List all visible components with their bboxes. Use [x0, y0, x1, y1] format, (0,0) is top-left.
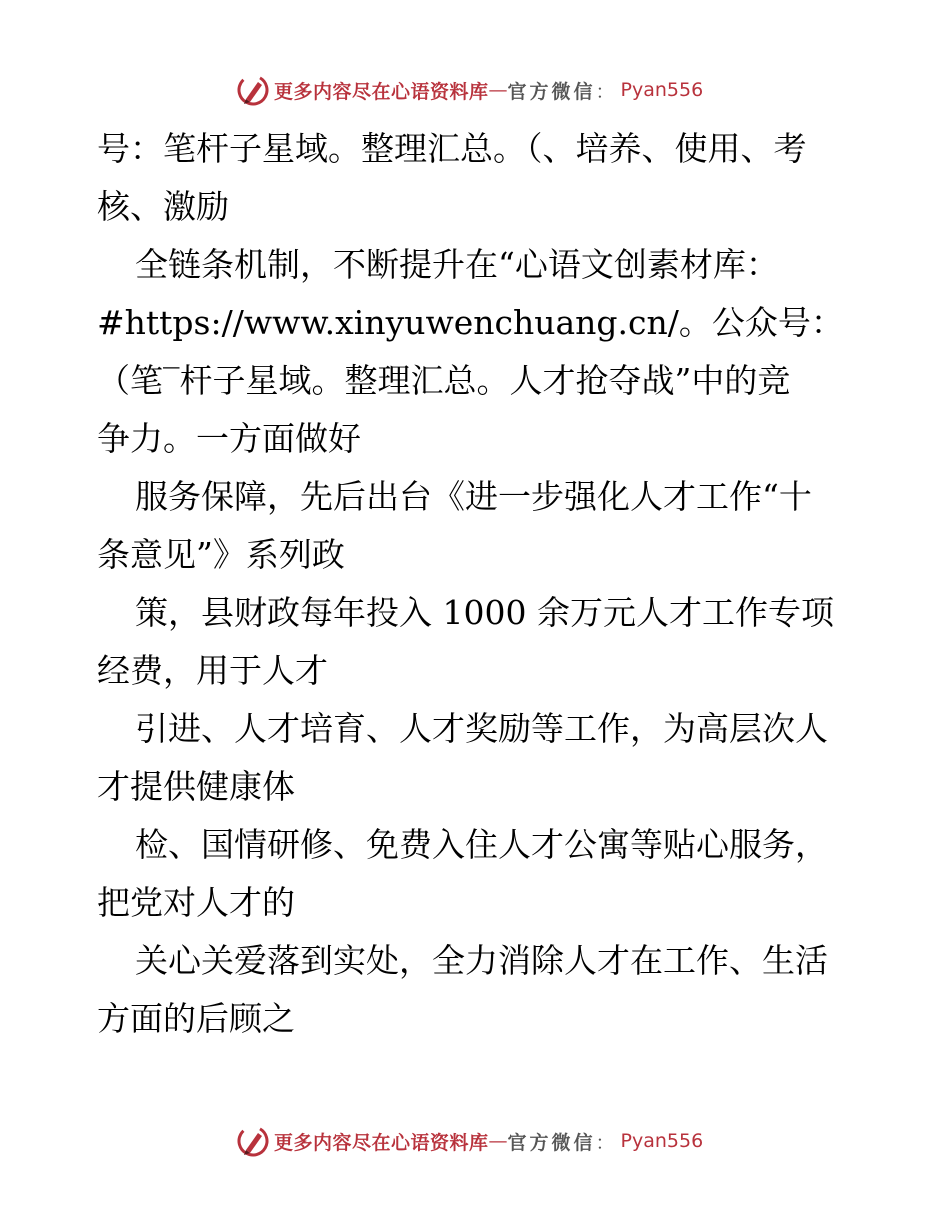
footer-site-name: 更多内容尽在心语资料库	[274, 1131, 489, 1154]
footer-wechat-label: 官方微信	[507, 1131, 596, 1154]
text-line: 服务保障，先后出台《进一步强化人才工作“十	[135, 477, 812, 516]
footer-colon: ：	[595, 1131, 615, 1154]
text-line: 关心关爱落到实处，全力消除人才在工作、生活	[135, 941, 828, 980]
text-line: 把党对人才的	[97, 883, 295, 922]
header-wechat-id: Pyan556	[620, 79, 704, 101]
pen-logo-icon	[236, 73, 270, 107]
pen-logo-icon	[236, 1124, 270, 1158]
text-line: 条意见”》系列政	[97, 535, 345, 574]
header-dash: —	[488, 79, 508, 101]
text-line: （笔‾杆子星域。整理汇总。人才抢夺战”中的竞	[97, 361, 791, 400]
text-line: 全链条机制，不断提升在“心语文创素材库：	[135, 245, 779, 284]
footer-watermark	[236, 1123, 716, 1159]
text-line: 才提供健康体	[97, 767, 295, 806]
text-line: 方面的后顾之	[97, 999, 295, 1038]
document-body	[97, 120, 867, 1048]
header-colon: ：	[595, 80, 615, 103]
header-wechat-label: 官方微信	[507, 80, 596, 103]
text-line: 引进、人才培育、人才奖励等工作，为高层次人	[135, 709, 828, 748]
header-site-name: 更多内容尽在心语资料库	[274, 80, 489, 103]
text-line: 争力。一方面做好	[97, 419, 361, 458]
text-line: 检、国情研修、免费入住人才公寓等贴心服务，	[135, 825, 828, 864]
text-line: 经费，用于人才	[97, 651, 328, 690]
footer-dash: —	[488, 1130, 508, 1152]
text-line: 核、激励	[97, 187, 229, 226]
footer-wechat-id: Pyan556	[620, 1130, 704, 1152]
text-line: #https://www.xinyuwenchuang.cn/。公众号：	[97, 303, 844, 342]
text-line: 策，县财政每年投入 1000 余万元人才工作专项	[135, 593, 834, 632]
header-watermark	[236, 72, 716, 108]
text-line: 号：笔杆子星域。整理汇总。（、培养、使用、考	[97, 129, 807, 168]
